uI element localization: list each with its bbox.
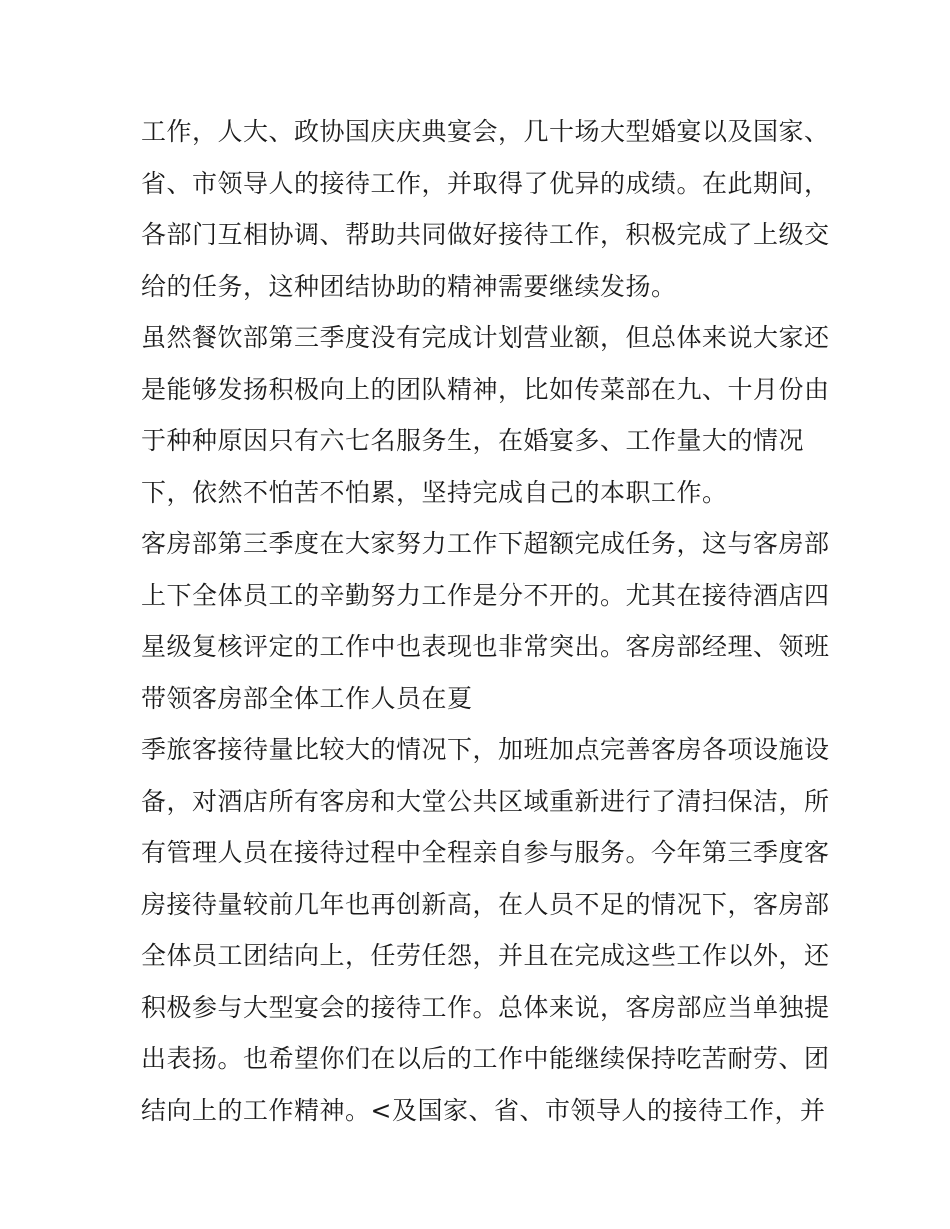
text-line: 积极参与大型宴会的接待工作。总体来说，客房部应当单独提	[141, 992, 830, 1022]
text-line: 工作，人大、政协国庆庆典宴会，几十场大型婚宴以及国家、	[141, 117, 830, 146]
text-line: 季旅客接待量比较大的情况下，加班加点完善客房各项设施设	[141, 735, 830, 764]
text-line: 于种种原因只有六七名服务生，在婚宴多、工作量大的情况	[141, 426, 805, 455]
text-line: 房接待量较前几年也再创新高，在人员不足的情况下，客房部	[141, 889, 830, 919]
text-line: 虽然餐饮部第三季度没有完成计划营业额，但总体来说大家还	[141, 323, 830, 352]
text-line: 有管理人员在接待过程中全程亲自参与服务。今年第三季度客	[141, 838, 830, 867]
text-line: 是能够发扬积极向上的团队精神，比如传菜部在九、十月份由	[141, 374, 830, 404]
document-body	[141, 106, 830, 1136]
text-line: 星级复核评定的工作中也表现也非常突出。客房部经理、领班	[141, 632, 830, 661]
text-line: 出表扬。也希望你们在以后的工作中能继续保持吃苦耐劳、团	[141, 1044, 830, 1073]
text-line: 上下全体员工的辛勤努力工作是分不开的。尤其在接待酒店四	[141, 580, 830, 610]
text-line: 结向上的工作精神。<及国家、省、市领导人的接待工作，并	[141, 1095, 826, 1125]
text-line: 下，依然不怕苦不怕累，坚持完成自己的本职工作。	[141, 477, 728, 507]
text-line: 带领客房部全体工作人员在夏	[141, 683, 473, 713]
text-line: 给的任务，这种团结协助的精神需要继续发扬。	[141, 271, 677, 301]
text-line: 各部门互相协调、帮助共同做好接待工作，积极完成了上级交	[141, 220, 830, 249]
text-line: 省、市领导人的接待工作，并取得了优异的成绩。在此期间，	[141, 168, 830, 198]
text-line: 备，对酒店所有客房和大堂公共区域重新进行了清扫保洁，所	[141, 786, 830, 816]
text-line: 全体员工团结向上，任劳任怨，并且在完成这些工作以外，还	[141, 941, 830, 970]
text-line: 客房部第三季度在大家努力工作下超额完成任务，这与客房部	[141, 529, 830, 558]
